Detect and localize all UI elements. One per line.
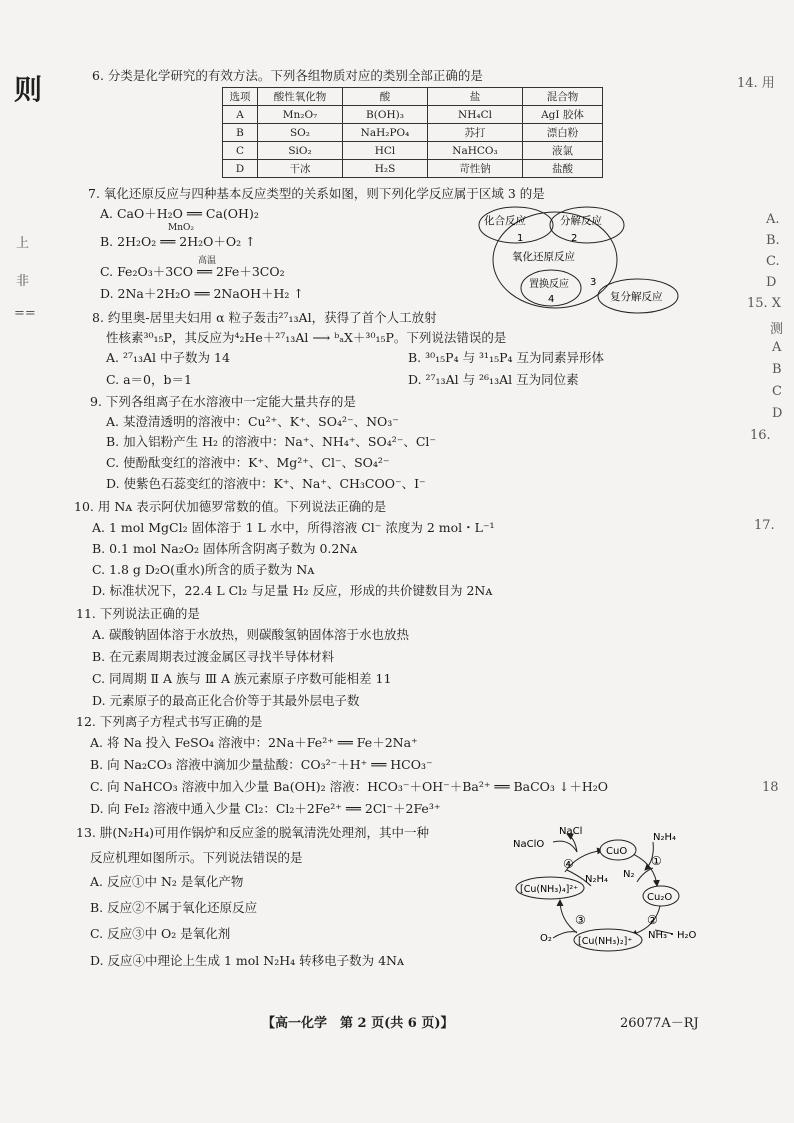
- n2h4-left-label: N₂H₄: [585, 874, 609, 885]
- step-3-marker: ③: [575, 913, 586, 927]
- q9-stem: 9. 下列各组离子在水溶液中一定能大量共存的是: [90, 394, 356, 409]
- replace-label: 置换反应: [529, 279, 569, 290]
- q11-option-c: C. 同周期 Ⅱ A 族与 Ⅲ A 族元素原子序数可能相差 11: [92, 671, 392, 686]
- region-3-label: 3: [590, 277, 597, 288]
- margin-right-d: D: [766, 275, 777, 290]
- table-cell: 盐酸: [523, 160, 603, 178]
- q8-option-a: A. ²⁷₁₃Al 中子数为 14: [106, 350, 230, 365]
- table-header-row: [223, 88, 603, 106]
- combine-label: 化合反应: [484, 215, 526, 227]
- margin-right-a: A.: [766, 212, 780, 227]
- table-cell: A: [223, 106, 258, 124]
- o2-label: O₂: [540, 933, 552, 944]
- cu2o-label: Cu₂O: [647, 892, 673, 903]
- margin-right-c: C.: [766, 254, 780, 269]
- q13-option-b: B. 反应②不属于氧化还原反应: [90, 900, 258, 915]
- q8-option-b: B. ³⁰₁₅P₄ 与 ³¹₁₅P₄ 互为同素异形体: [408, 350, 604, 365]
- table-cell: NaH₂PO₄: [343, 124, 428, 142]
- margin-right-15d: D: [772, 406, 783, 421]
- q10-option-c: C. 1.8 g D₂O(重水)所含的质子数为 Nᴀ: [92, 562, 315, 577]
- q13-option-d: D. 反应④中理论上生成 1 mol N₂H₄ 转移电子数为 4Nᴀ: [90, 953, 405, 968]
- complex2-label: [Cu(NH₃)₄]²⁺: [520, 884, 579, 895]
- margin-right-16: 16.: [750, 428, 771, 443]
- table-cell: NaHCO₃: [428, 142, 523, 160]
- table-cell: 干冰: [258, 160, 343, 178]
- q13-option-c: C. 反应③中 O₂ 是氧化剂: [90, 926, 231, 941]
- table-cell: B: [223, 124, 258, 142]
- naclo-arrow: [553, 841, 577, 852]
- margin-right-15bb: B: [772, 362, 782, 377]
- table-row: [223, 106, 603, 124]
- q11-option-b: B. 在元素周期表过渡金属区寻找半导体材料: [92, 649, 335, 664]
- q8-option-c: C. a＝0，b＝1: [106, 372, 192, 387]
- q10-option-d: D. 标准状况下，22.4 L Cl₂ 与足量 H₂ 反应，形成的共价键数目为 2Nᴀ: [92, 583, 493, 598]
- table-cell: B(OH)₃: [343, 106, 428, 124]
- q7-stem: 7. 氧化还原反应与四种基本反应类型的关系如图，则下列化学反应属于区域 3 的是: [88, 186, 545, 201]
- q9-option-c: C. 使酚酞变红的溶液中：K⁺、Mg²⁺、Cl⁻、SO₄²⁻: [106, 455, 390, 470]
- table-cell: AgI 胶体: [523, 106, 603, 124]
- redox-label: 氧化还原反应: [512, 251, 575, 263]
- margin-right-15a: A: [772, 340, 782, 355]
- table-cell: Mn₂O₇: [258, 106, 343, 124]
- o2-in-arrow: [553, 932, 577, 938]
- n2-out-arrow: [637, 868, 653, 882]
- table-row: [223, 142, 603, 160]
- table-row: [223, 124, 603, 142]
- nacl-label: NaCl: [559, 826, 583, 837]
- q11-stem: 11. 下列说法正确的是: [76, 606, 200, 621]
- decompose-label: 分解反应: [560, 215, 602, 227]
- margin-right-14: 14. 用: [737, 76, 775, 91]
- q7-option-b: B. 2H₂O₂ ══ 2H₂O＋O₂ ↑: [100, 234, 256, 249]
- q13-line-1: 13. 肼(N₂H₄)可用作锅炉和反应釜的脱氧清洗处理剂，其中一种: [76, 825, 429, 840]
- q7-option-d: D. 2Na＋2H₂O ══ 2NaOH＋H₂ ↑: [100, 286, 304, 301]
- margin-right-15c: C: [772, 384, 782, 399]
- step-1-marker: ①: [651, 854, 662, 868]
- paper-code: 26077A－RJ: [620, 1016, 699, 1031]
- table-header: 酸性氧化物: [258, 88, 343, 106]
- n2-label: N₂: [623, 869, 635, 880]
- q8-line-1: 8. 约里奥-居里夫妇用 α 粒子轰击²⁷₁₃Al，获得了首个人工放射: [92, 310, 437, 325]
- region-2-label: 2: [571, 233, 578, 244]
- table-cell: HCl: [343, 142, 428, 160]
- q12-stem: 12. 下列离子方程式书写正确的是: [76, 714, 263, 729]
- margin-char-1: 则: [14, 73, 43, 106]
- n2h4-top-label: N₂H₄: [653, 832, 677, 843]
- q11-option-a: A. 碳酸钠固体溶于水放热，则碳酸氢钠固体溶于水也放热: [92, 627, 409, 642]
- q9-option-d: D. 使紫色石蕊变红的溶液中：K⁺、Na⁺、CH₃COO⁻、I⁻: [106, 476, 426, 491]
- table-cell: NH₄Cl: [428, 106, 523, 124]
- table-header: 选项: [223, 88, 258, 106]
- q8-option-d: D. ²⁷₁₃Al 与 ²⁶₁₃Al 互为同位素: [408, 372, 579, 387]
- cuo-label: CuO: [606, 846, 628, 857]
- table-header: 酸: [343, 88, 428, 106]
- q6-stem: 6. 分类是化学研究的有效方法。下列各组物质对应的类别全部正确的是: [92, 68, 483, 83]
- q10-option-a: A. 1 mol MgCl₂ 固体溶于 1 L 水中，所得溶液 Cl⁻ 浓度为 2 mol・L⁻¹: [92, 520, 495, 535]
- q12-option-d: D. 向 FeI₂ 溶液中通入少量 Cl₂：Cl₂＋2Fe²⁺ ══ 2Cl⁻＋2Fe³⁺: [90, 801, 441, 816]
- table-cell: H₂S: [343, 160, 428, 178]
- table-header: 混合物: [523, 88, 603, 106]
- q12-option-c: C. 向 NaHCO₃ 溶液中加入少量 Ba(OH)₂ 溶液：HCO₃⁻＋OH⁻＋Ba²⁺ ══ BaCO₃ ↓＋H₂O: [90, 779, 609, 794]
- q12-option-a: A. 将 Na 投入 FeSO₄ 溶液中：2Na＋Fe²⁺ ══ Fe＋2Na⁺: [90, 735, 418, 750]
- table-cell: SiO₂: [258, 142, 343, 160]
- q9-option-b: B. 加入铝粉产生 H₂ 的溶液中：Na⁺、NH₄⁺、SO₄²⁻、Cl⁻: [106, 434, 437, 449]
- redox-venn-diagram: [470, 205, 685, 320]
- q13-line-2: 反应机理如图所示。下列说法错误的是: [90, 850, 303, 865]
- q10-option-b: B. 0.1 mol Na₂O₂ 固体所含阴离子数为 0.2Nᴀ: [92, 541, 358, 556]
- table-cell: 液氯: [523, 142, 603, 160]
- q7-c-condition: 高温: [198, 256, 217, 266]
- margin-right-b: B.: [766, 233, 780, 248]
- margin-right-15b: 测: [770, 322, 784, 337]
- margin-char-3: 非: [16, 274, 30, 289]
- margin-right-17: 17.: [754, 518, 775, 533]
- margin-right-15: 15. X: [747, 296, 782, 311]
- table-cell: 苛性钠: [428, 160, 523, 178]
- region-4-label: 4: [548, 294, 555, 305]
- table-header: 盐: [428, 88, 523, 106]
- q11-option-d: D. 元素原子的最高正化合价等于其最外层电子数: [92, 693, 360, 708]
- table-cell: D: [223, 160, 258, 178]
- table-cell: 漂白粉: [523, 124, 603, 142]
- page-footer: 【高一化学 第 2 页(共 6 页)】: [262, 1016, 454, 1031]
- q8-line-2: 性核素³⁰₁₅P，其反应为⁴₂He＋²⁷₁₃Al ⟶ ᵇₐX＋³⁰₁₅P。下列说法错误的是: [106, 330, 507, 345]
- double-label: 复分解反应: [610, 291, 663, 303]
- q9-option-a: A. 某澄清透明的溶液中：Cu²⁺、K⁺、SO₄²⁻、NO₃⁻: [106, 414, 399, 429]
- region-1-label: 1: [517, 233, 524, 244]
- margin-char-4: ==: [14, 306, 36, 321]
- q6-table: [222, 87, 603, 178]
- table-row: [223, 160, 603, 178]
- margin-right-18: 18: [762, 780, 779, 795]
- q7-option-a: A. CaO＋H₂O ══ Ca(OH)₂: [100, 206, 259, 221]
- q12-option-b: B. 向 Na₂CO₃ 溶液中滴加少量盐酸：CO₃²⁻＋H⁺ ══ HCO₃⁻: [90, 757, 433, 772]
- q7-option-c: C. Fe₂O₃＋3CO ══ 2Fe＋3CO₂: [100, 264, 285, 279]
- q10-stem: 10. 用 Nᴀ 表示阿伏加德罗常数的值。下列说法正确的是: [74, 499, 387, 514]
- hydrazine-mechanism-diagram: [505, 820, 720, 960]
- step-4-marker: ④: [563, 857, 574, 871]
- q7-b-condition: MnO₂: [168, 223, 194, 233]
- table-cell: C: [223, 142, 258, 160]
- complex1-label: [Cu(NH₃)₂]⁺: [578, 936, 633, 947]
- q13-option-a: A. 反应①中 N₂ 是氧化产物: [90, 874, 244, 889]
- step-2-marker: ②: [647, 913, 658, 927]
- table-cell: 苏打: [428, 124, 523, 142]
- naclo-label: NaClO: [513, 839, 545, 850]
- table-cell: SO₂: [258, 124, 343, 142]
- margin-char-2: 上: [16, 236, 30, 251]
- nh3-label: NH₃・H₂O: [648, 930, 697, 941]
